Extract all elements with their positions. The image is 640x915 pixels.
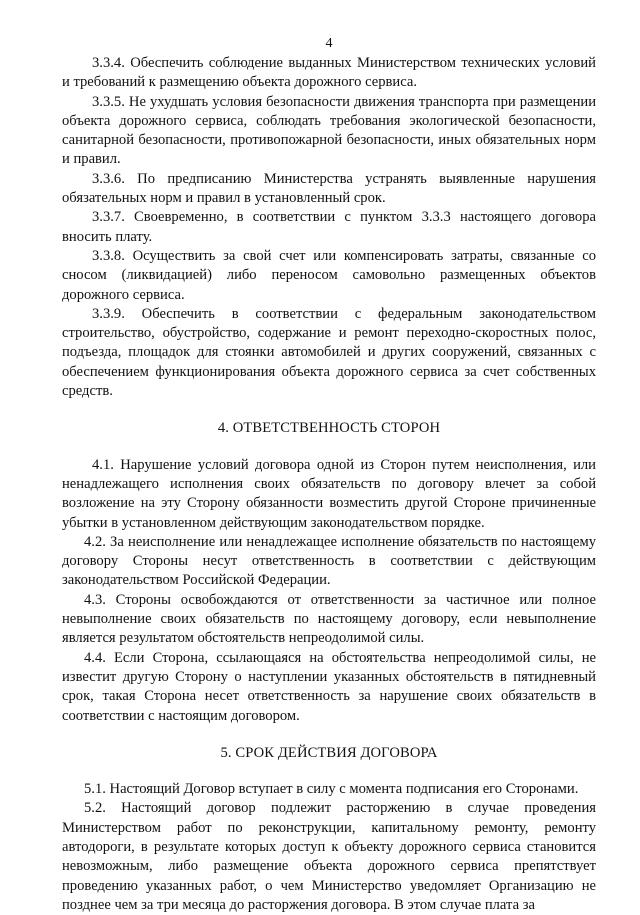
clause-3-3-7: 3.3.7. Своевременно, в соответствии с пунктом 3.3.3 настоящего договора вносить плату. bbox=[62, 209, 596, 245]
clause-3-3-8: 3.3.8. Осуществить за свой счет или компенсировать затраты, связанные со сносом (ликвидацией) либо переносом самовольно размещенных объектов дорожного сервиса. bbox=[62, 247, 596, 303]
clause-4-4: 4.4. Если Сторона, ссылающаяся на обстоятельства непреодолимой силы, не известит другую Сторону о наступлении указанных обстоятельств в пятидневный срок, такая Сторона несет ответственность за нарушение своих обязательств в соответствии с настоящим договором. bbox=[62, 649, 596, 724]
page-number: 4 bbox=[325, 36, 333, 51]
document-page bbox=[62, 36, 596, 915]
section-5-heading: 5. СРОК ДЕЙСТВИЯ ДОГОВОРА bbox=[220, 744, 438, 761]
clause-3-3-5: 3.3.5. Не ухудшать условия безопасности движения транспорта при размещении объекта дорожного сервиса, соблюдать требования экологической безопасности, санитарной безопасности, противопожарной безопасности, иных обязательных норм и правил. bbox=[62, 93, 596, 168]
clause-5-1: 5.1. Настоящий Договор вступает в силу с момента подписания его Сторонами. bbox=[84, 781, 579, 798]
clause-3-3-6: 3.3.6. По предписанию Министерства устранять выявленные нарушения обязательных норм и правил в установленный срок. bbox=[62, 170, 596, 207]
section-4-heading: 4. ОТВЕТСТВЕННОСТЬ СТОРОН bbox=[217, 420, 441, 437]
clause-4-3: 4.3. Стороны освобождаются от ответственности за частичное или полное невыполнение своих обязательств по настоящему договору, если невыполнение является результатом обстоятельств непреодолимой силы. bbox=[62, 591, 596, 647]
clause-4-1: 4.1. Нарушение условий договора одной из Сторон путем неисполнения, или ненадлежащего исполнения своих обязательств по договору влечет за собой возложение на эту Сторону обязанности возместить другой Стороне причиненные убытки в установленном действующим законодательством порядке. bbox=[62, 456, 596, 531]
clause-3-3-9: 3.3.9. Обеспечить в соответствии с федеральным законодательством строительство, обустройство, содержание и ремонт переходно-скоростных полос, подъезда, площадок для стоянки автомобилей и других сооружений, связанных с обеспечением функционирования объекта дорожного сервиса за счет собственных средств. bbox=[62, 305, 596, 400]
clause-4-2: 4.2. За неисполнение или ненадлежащее исполнение обязательств по настоящему договору Стороны несут ответственность в соответствии с действующим законодательством Российской Федерации. bbox=[62, 533, 596, 589]
clause-3-3-4: 3.3.4. Обеспечить соблюдение выданных Министерством технических условий и требований к размещению объекта дорожного сервиса. bbox=[62, 55, 596, 91]
clause-5-2: 5.2. Настоящий договор подлежит расторжению в случае проведения Министерством работ по реконструкции, капитальному ремонту, ремонту автодороги, в результате которых доступ к объекту дорожного сервиса становится невозможным, либо размещение объекта дорожного сервиса препятствует проведению указанных работ, о чем Министерство уведомляет Организацию не позднее чем за три месяца до расторжения договора. В этом случае плата за bbox=[62, 800, 596, 913]
